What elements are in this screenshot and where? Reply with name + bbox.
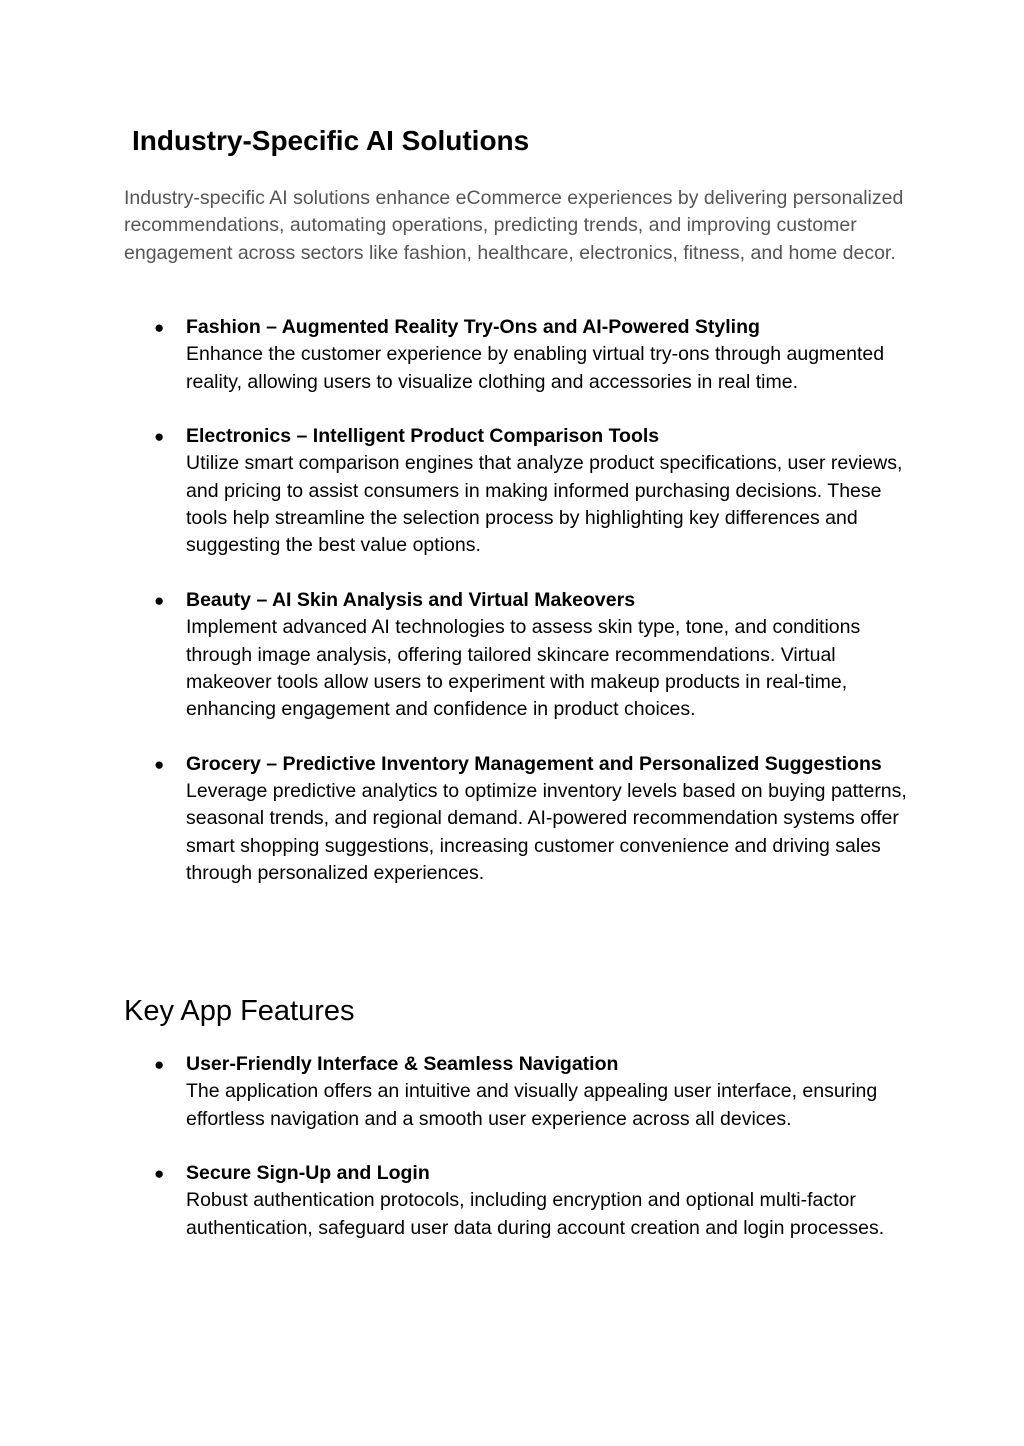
list-item-user-interface [124,1051,914,1133]
list-item-fashion [124,314,914,396]
bullet-icon: ● [154,318,165,337]
item-title: User-Friendly Interface & Seamless Navigation [186,1053,619,1075]
list-item-beauty [124,587,914,723]
item-title: Electronics – Intelligent Product Comparison Tools [186,425,660,448]
bullet-icon: ● [154,427,165,447]
item-title: Fashion – Augmented Reality Try-Ons and AI-Powered Styling [186,316,760,338]
bullet-icon: ● [154,754,165,774]
list-item-electronics [124,423,914,559]
item-title: Beauty – AI Skin Analysis and Virtual Makeovers [186,588,636,611]
item-description: Implement advanced AI technologies to assess skin type, tone, and conditions through image analysis, offering tailored skincare recommendations. Virtual makeover tools allow users to experiment with makeup products in real-time, enhancing engagement and confidence in product choices. [186,616,861,721]
item-title: Grocery – Predictive Inventory Management and Personalized Suggestions [186,752,882,775]
item-description: Utilize smart comparison engines that analyze product specifications, user reviews, and pricing to assist consumers in making informed purchasing decisions. These tools help streamline the selection process by highlighting key differences and suggesting the best value options. [186,452,903,557]
section-heading-industry-ai: Industry-Specific AI Solutions [132,125,530,156]
key-features-list [124,1051,914,1242]
list-item-secure-login [124,1160,914,1242]
section-heading-key-features: Key App Features [124,995,355,1027]
item-description: Robust authentication protocols, including encryption and optional multi-factor authentication, safeguard user data during account creation and login processes. [186,1189,885,1239]
bullet-icon: ● [154,1055,165,1074]
intro-paragraph: Industry-specific AI solutions enhance eCommerce experiences by delivering personalized recommendations, automating operations, predicting trends, and improving customer engagement across sectors like fashion, healthcare, electronics, fitness, and home decor. [124,187,904,264]
bullet-icon: ● [154,590,165,610]
bullet-icon: ● [154,1164,165,1184]
item-title: Secure Sign-Up and Login [186,1162,430,1185]
industry-solutions-list [124,314,914,887]
item-description: The application offers an intuitive and visually appealing user interface, ensuring effortless navigation and a smooth user experience across all devices. [186,1080,878,1130]
list-item-grocery [124,751,914,887]
item-description: Enhance the customer experience by enabling virtual try-ons through augmented reality, allowing users to visualize clothing and accessories in real time. [186,343,885,393]
item-description: Leverage predictive analytics to optimize inventory levels based on buying patterns, seasonal trends, and regional demand. AI-powered recommendation systems offer smart shopping suggestions, increasing customer convenience and driving sales through personalized experiences. [186,780,907,884]
